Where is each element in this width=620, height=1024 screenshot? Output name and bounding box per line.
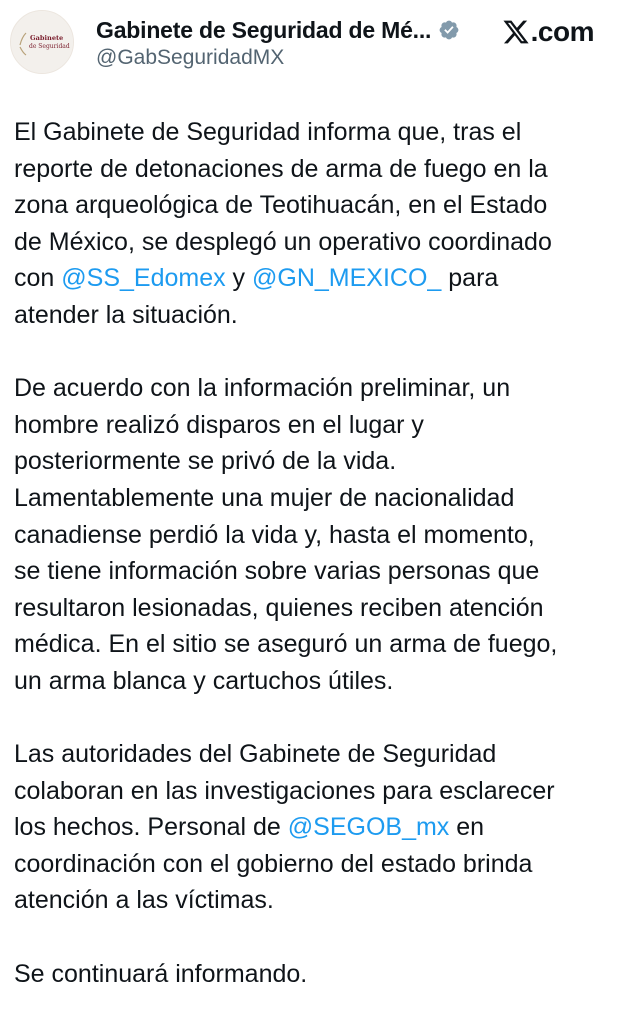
text-fragment: en [449,813,485,842]
verified-badge-icon [438,19,460,41]
avatar-text-line2: de Seguridad [29,43,70,50]
avatar[interactable] [10,10,74,74]
text-line: coordinación con el gobierno del estado brinda [14,849,533,878]
x-logo-icon [502,18,530,46]
text-line: médica. En el sitio se aseguró un arma de fuego, [14,630,558,659]
text-line: atención a las víctimas. [14,886,274,915]
display-name[interactable]: Gabinete de Seguridad de Mé... [96,16,432,43]
text-line: de México, se desplegó un operativo coordinado [14,227,552,256]
author-handle[interactable]: @GabSeguridadMX [96,46,285,69]
text-fragment: con [14,264,62,293]
text-line: Lamentablemente una mujer de nacionalidad [14,483,515,512]
gabinete-logo-icon [11,11,74,74]
x-brand [502,14,594,50]
mention-ss-edomex[interactable]: @SS_Edomex [61,264,226,293]
text-line-with-mention [14,809,610,846]
text-line: colaboran en las investigaciones para esclarecer [14,776,555,805]
text-line: atender la situación. [14,300,238,329]
text-line: hombre realizó disparos en el lugar y [14,410,424,439]
text-line: De acuerdo con la información preliminar, un [14,374,511,403]
text-line: canadiense perdió la vida y, hasta el momento, [14,520,535,549]
text-line: se tiene información sobre varias personas que [14,557,540,586]
text-line: Se continuará informando. [14,959,308,988]
text-line: un arma blanca y cartuchos útiles. [14,666,394,695]
mention-gn-mexico[interactable]: @GN_MEXICO_ [252,264,442,293]
text-line-with-mentions [14,260,610,297]
text-line: El Gabinete de Seguridad informa que, tras el [14,118,522,146]
mention-segob-mx[interactable]: @SEGOB_mx [287,813,450,842]
text-fragment: para [441,264,499,293]
text-fragment: los hechos. Personal de [14,813,288,842]
author-name-row [96,14,476,46]
text-line: reporte de detonaciones de arma de fuego en la [14,154,548,183]
tweet-paragraph-2 [14,370,610,699]
text-line: zona arqueológica de Teotihuacán, en el Estado [14,191,548,220]
tweet-paragraph-4 [14,956,610,993]
brand-text: .com [530,16,594,47]
tweet-paragraph-3 [14,736,610,919]
text-line: resultaron lesionadas, quienes reciben atención [14,593,544,622]
tweet-text [14,114,610,992]
tweet-paragraph-1 [14,114,610,334]
avatar-text-line1: Gabinete [30,34,64,42]
text-line: posteriormente se privó de la vida. [14,447,397,476]
text-fragment: y [225,264,253,293]
tweet-header [0,0,620,80]
text-line: Las autoridades del Gabinete de Seguridad [14,740,497,769]
